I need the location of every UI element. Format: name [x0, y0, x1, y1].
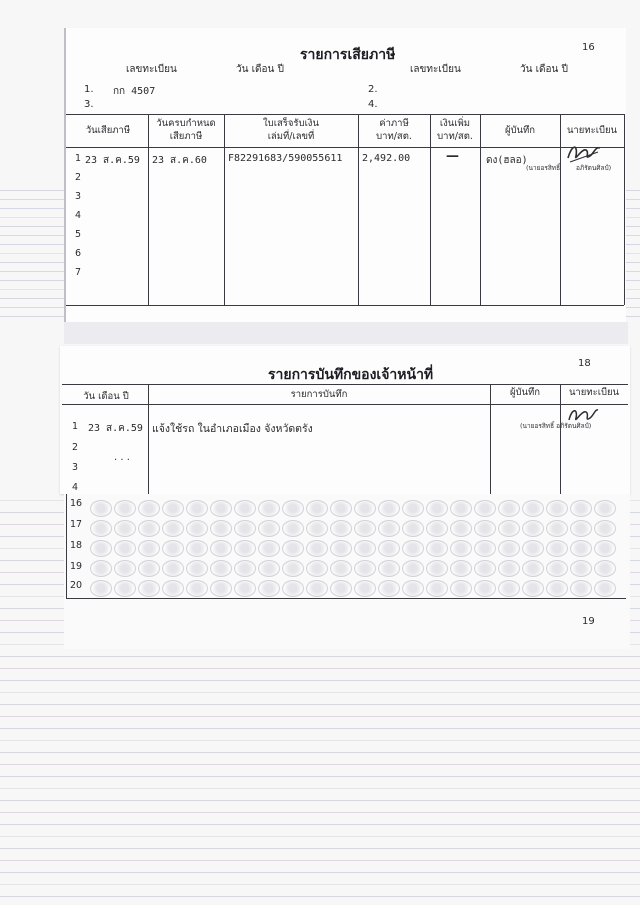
row-number: 2 — [72, 442, 79, 453]
scan-line — [0, 776, 640, 777]
stamp-mark — [282, 560, 304, 577]
stamp-mark — [498, 500, 520, 517]
stamp-mark — [138, 500, 160, 517]
stamp-mark — [162, 520, 184, 537]
plate-header-right: เลขทะเบียน — [410, 64, 461, 75]
scan-line — [0, 716, 640, 717]
stamp-mark — [90, 540, 112, 557]
row-number: 1 — [75, 153, 82, 164]
stamp-mark — [498, 580, 520, 597]
stamp-mark — [570, 540, 592, 557]
stamp-mark — [282, 580, 304, 597]
stamp-mark — [282, 500, 304, 517]
stamp-mark — [402, 540, 424, 557]
row-number: 16 — [70, 498, 83, 509]
scan-line — [0, 704, 640, 705]
due-date-cell: 23 ส.ค.60 — [152, 155, 207, 166]
scan-line — [0, 752, 640, 753]
stamp-mark — [114, 580, 136, 597]
row-number: 3 — [75, 191, 82, 202]
stamp-mark — [402, 580, 424, 597]
stamp-mark — [354, 500, 376, 517]
stamp-mark — [114, 560, 136, 577]
stamp-mark — [378, 520, 400, 537]
stamp-mark — [426, 580, 448, 597]
stamp-mark — [258, 540, 280, 557]
stamp-mark — [474, 520, 496, 537]
date-header-left: วัน เดือน ปี — [236, 64, 284, 75]
stamp-mark — [90, 520, 112, 537]
row-number: 4 — [75, 210, 82, 221]
stamp-mark — [186, 560, 208, 577]
stamp-mark — [234, 580, 256, 597]
stamp-mark — [90, 500, 112, 517]
stamp-mark — [354, 540, 376, 557]
stamp-mark — [354, 580, 376, 597]
stamp-mark — [450, 540, 472, 557]
stamp-mark — [186, 580, 208, 597]
stamp-mark — [210, 560, 232, 577]
plate-line-value: กก 4507 — [113, 86, 156, 97]
stamp-mark — [186, 540, 208, 557]
stamp-mark — [594, 520, 616, 537]
stamp-mark — [426, 520, 448, 537]
col-header-registrar: นายทะเบียน — [566, 125, 618, 136]
officer-entry-cell: แจ้งใช้รถ ในอำเภอเมือง จังหวัดตรัง — [152, 423, 313, 435]
scan-line — [0, 740, 640, 741]
stamp-mark — [402, 520, 424, 537]
stamp-mark — [306, 520, 328, 537]
stamp-mark — [594, 580, 616, 597]
stamp-mark — [378, 540, 400, 557]
stamp-mark — [210, 500, 232, 517]
scan-line — [0, 728, 640, 729]
col-header-officer-recorder: ผู้บันทึก — [509, 387, 541, 398]
scan-line — [0, 824, 640, 825]
stamp-mark — [450, 520, 472, 537]
row-number: 6 — [75, 248, 82, 259]
row-number: 19 — [70, 561, 83, 572]
scan-line — [0, 896, 640, 897]
stamp-mark — [138, 540, 160, 557]
stamp-mark — [522, 560, 544, 577]
plate-header-left: เลขทะเบียน — [126, 64, 177, 75]
stamp-mark — [114, 500, 136, 517]
stamp-mark — [138, 580, 160, 597]
stamp-mark — [426, 500, 448, 517]
plate-line-num: 1. — [84, 84, 94, 95]
tax-section-title: รายการเสียภาษี — [300, 47, 396, 63]
stamp-mark — [570, 500, 592, 517]
recorder-signature-name: (นายอรสิทธิ์ — [526, 164, 561, 172]
plate-line-num: 2. — [368, 84, 378, 95]
scan-line — [0, 656, 640, 657]
stamp-mark — [162, 580, 184, 597]
stamp-mark — [210, 540, 232, 557]
stamp-mark — [378, 500, 400, 517]
stamp-mark — [306, 580, 328, 597]
stamp-mark — [234, 540, 256, 557]
stamp-mark — [186, 500, 208, 517]
stamp-mark — [522, 580, 544, 597]
scan-line — [0, 788, 640, 789]
col-header-entry: รายการบันทึก — [290, 389, 348, 400]
stamp-mark — [594, 560, 616, 577]
officer-page-number: 18 — [578, 358, 591, 369]
stamp-mark — [570, 520, 592, 537]
surcharge-cell: — — [446, 149, 459, 164]
stamp-mark — [282, 520, 304, 537]
stamp-mark — [522, 520, 544, 537]
stamp-mark — [474, 560, 496, 577]
stamp-mark — [258, 560, 280, 577]
stamp-mark — [498, 540, 520, 557]
stamp-mark — [450, 560, 472, 577]
signature-mark — [564, 140, 604, 166]
stamp-mark — [378, 560, 400, 577]
scan-line — [0, 884, 640, 885]
row-number: 7 — [75, 267, 82, 278]
stamp-mark — [426, 540, 448, 557]
stamp-mark — [258, 520, 280, 537]
tax-date-cell: 23 ส.ค.59 — [85, 155, 140, 166]
stamp-mark — [330, 580, 352, 597]
col-header-surcharge: เงินเพิ่ม บาท/สต. — [437, 118, 473, 142]
stamp-mark — [522, 540, 544, 557]
stamp-mark — [354, 520, 376, 537]
col-header-receipt: ใบเสร็จรับเงิน เล่มที่/เลขที่ — [263, 118, 319, 142]
scan-line — [0, 836, 640, 837]
officer-entry-dots: . . . — [114, 452, 130, 463]
stamp-mark — [162, 500, 184, 517]
scan-line — [0, 860, 640, 861]
stamp-mark — [546, 500, 568, 517]
stamp-mark — [114, 540, 136, 557]
stamp-mark — [306, 500, 328, 517]
col-header-recorder: ผู้บันทึก — [504, 125, 536, 136]
stamp-mark — [354, 560, 376, 577]
stamp-mark — [306, 560, 328, 577]
scan-line — [0, 680, 640, 681]
stamp-mark — [114, 520, 136, 537]
tax-page-number: 16 — [582, 42, 595, 53]
stamp-mark — [546, 580, 568, 597]
row-number: 18 — [70, 540, 83, 551]
stamp-mark — [186, 520, 208, 537]
scan-line — [0, 812, 640, 813]
stamp-mark — [210, 580, 232, 597]
page-edge-left — [64, 28, 66, 338]
col-header-tax-date: วันเสียภาษี — [85, 125, 131, 136]
stamp-mark — [450, 500, 472, 517]
stamp-mark — [522, 500, 544, 517]
scan-line — [0, 764, 640, 765]
stamp-mark — [234, 560, 256, 577]
recorder-cell: ดง(ฮลอ) — [486, 155, 528, 166]
stamp-mark — [306, 540, 328, 557]
officer-signature-mark — [566, 404, 600, 426]
row-number: 3 — [72, 462, 79, 473]
scan-line — [0, 668, 640, 669]
stamp-mark — [546, 540, 568, 557]
stamp-mark — [330, 540, 352, 557]
stamp-mark — [330, 560, 352, 577]
stamp-mark — [474, 500, 496, 517]
stamp-mark — [498, 560, 520, 577]
stamp-mark — [162, 540, 184, 557]
stamp-mark — [474, 540, 496, 557]
officer-registrar-signature-name: (นายอรสิทธิ์ อภิรัตนศิลป์) — [520, 422, 592, 430]
stamp-mark — [546, 520, 568, 537]
stamp-mark — [258, 500, 280, 517]
row-number: 2 — [75, 172, 82, 183]
stamp-mark — [138, 520, 160, 537]
scan-line — [0, 872, 640, 873]
stamp-mark — [546, 560, 568, 577]
row-number: 5 — [75, 229, 82, 240]
amount-cell: 2,492.00 — [362, 153, 411, 164]
stamp-mark — [474, 580, 496, 597]
stamp-mark — [570, 560, 592, 577]
row-number: 20 — [70, 580, 83, 591]
stamp-mark — [210, 520, 232, 537]
stamp-mark — [378, 580, 400, 597]
col-header-officer-date: วัน เดือน ปี — [83, 391, 129, 402]
officer-section-title: รายการบันทึกของเจ้าหน้าที่ — [268, 367, 434, 383]
stamp-mark — [594, 500, 616, 517]
underlay-page-number: 19 — [582, 616, 595, 627]
stamp-mark — [90, 560, 112, 577]
plate-line-num: 4. — [368, 99, 378, 110]
col-header-officer-registrar: นายทะเบียน — [568, 387, 620, 398]
row-number: 4 — [72, 482, 79, 493]
officer-date-cell: 23 ส.ค.59 — [88, 423, 143, 434]
col-header-due-date: วันครบกำหนด เสียภาษี — [156, 118, 216, 142]
stamp-mark — [90, 580, 112, 597]
scan-line — [0, 800, 640, 801]
stamp-mark — [234, 500, 256, 517]
stamp-mark — [330, 520, 352, 537]
stamp-mark — [570, 580, 592, 597]
stamp-mark — [450, 580, 472, 597]
plate-line-num: 3. — [84, 99, 94, 110]
stamp-mark — [594, 540, 616, 557]
stamp-mark — [138, 560, 160, 577]
stamp-mark — [426, 560, 448, 577]
row-number: 1 — [72, 421, 79, 432]
row-number: 17 — [70, 519, 83, 530]
scan-line — [0, 848, 640, 849]
stamp-mark — [498, 520, 520, 537]
stamp-mark — [402, 500, 424, 517]
stamp-mark — [282, 540, 304, 557]
stamp-mark — [402, 560, 424, 577]
stamp-mark — [234, 520, 256, 537]
stamp-mark — [162, 560, 184, 577]
receipt-cell: F82291683/590055611 — [228, 153, 343, 164]
stamp-mark — [330, 500, 352, 517]
scan-line — [0, 692, 640, 693]
stamp-mark — [258, 580, 280, 597]
date-header-right: วัน เดือน ปี — [520, 64, 568, 75]
col-header-amount: ค่าภาษี บาท/สต. — [376, 118, 412, 142]
tear-strip — [64, 322, 628, 344]
registrar-signature-name: อภิรัตนศิลป์) — [576, 164, 612, 172]
